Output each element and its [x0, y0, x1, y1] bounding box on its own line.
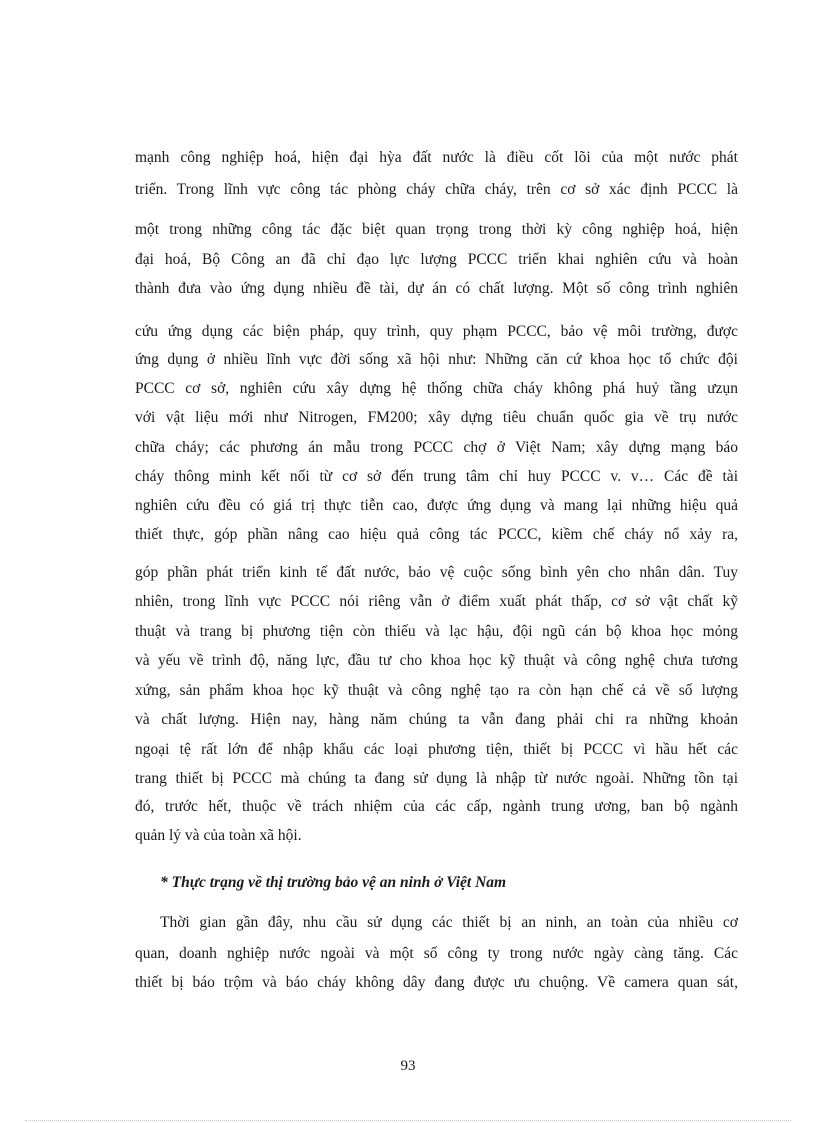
body-line: thiết bị báo trộm và báo cháy không dây đang được ưu chuộng. Về camera quan sát,	[135, 974, 738, 991]
body-line: mạnh công nghiệp hoá, hiện đại hỳa đất nước là điều cốt lõi của một nước phát	[135, 149, 738, 166]
body-line: thuật và trang bị phương tiện còn thiếu và lạc hậu, đội ngũ cán bộ khoa học mỏng	[135, 623, 738, 640]
body-line: nghiên cứu đều có giá trị thực tiễn cao, được ứng dụng và mang lại những hiệu quả	[135, 497, 738, 514]
body-line: thiết thực, góp phần nâng cao hiệu quả công tác PCCC, kiềm chế cháy nổ xảy ra,	[135, 526, 738, 543]
section-heading: * Thực trạng về thị trường bảo vệ an ninh ở Việt Nam	[160, 874, 507, 891]
body-line: với vật liệu mới như Nitrogen, FM200; xây dựng tiêu chuẩn quốc gia về trụ nước	[135, 409, 738, 426]
body-line: xứng, sản phẩm khoa học kỹ thuật và công nghệ tạo ra còn hạn chế cả về số lượng	[135, 682, 738, 699]
body-line: nhiên, trong lĩnh vực PCCC nói riêng vẫn ở điểm xuất phát thấp, cơ sở vật chất kỹ	[135, 593, 738, 610]
body-line: và yếu về trình độ, năng lực, đầu tư cho khoa học kỹ thuật và công nghệ chưa tương	[135, 652, 738, 669]
body-line: chữa cháy; các phương án mẫu trong PCCC chợ ở Việt Nam; xây dựng mạng báo	[135, 439, 738, 456]
body-line: Thời gian gần đây, nhu cầu sử dụng các thiết bị an ninh, an toàn của nhiều cơ	[160, 914, 738, 931]
body-line: ứng dụng ở nhiều lĩnh vực đời sống xã hội như: Những căn cứ khoa học tổ chức đội	[135, 351, 738, 368]
body-line: trang thiết bị PCCC mà chúng ta đang sử dụng là nhập từ nước ngoài. Những tồn tại	[135, 770, 738, 787]
body-line: thành đưa vào ứng dụng nhiều đề tài, dự án có chất lượng. Một số công trình nghiên	[135, 280, 738, 297]
body-line: một trong những công tác đặc biệt quan trọng trong thời kỳ công nghiệp hoá, hiện	[135, 221, 738, 238]
body-line: góp phần phát triển kinh tế đất nước, bảo vệ cuộc sống bình yên cho nhân dân. Tuy	[135, 564, 738, 581]
body-line: cứu ứng dụng các biện pháp, quy trình, quy phạm PCCC, bảo vệ môi trường, được	[135, 323, 738, 340]
body-line: đại hoá, Bộ Công an đã chỉ đạo lực lượng PCCC triển khai nghiên cứu và hoàn	[135, 251, 738, 268]
body-line: PCCC cơ sở, nghiên cứu xây dựng hệ thống chữa cháy không phá huỷ tầng ưzụn	[135, 380, 738, 397]
body-line: ngoại tệ rất lớn để nhập khẩu các loại phương tiện, thiết bị PCCC vì hầu hết các	[135, 741, 738, 758]
body-line: đó, trước hết, thuộc về trách nhiệm của các cấp, ngành trung ương, ban bộ ngành	[135, 798, 738, 815]
body-line: quản lý và của toàn xã hội.	[135, 827, 302, 844]
body-line: cháy thông minh kết nối từ cơ sở đến trung tâm chỉ huy PCCC v. v… Các đề tài	[135, 468, 738, 485]
footer-divider	[25, 1120, 791, 1121]
page-number: 93	[400, 1058, 416, 1074]
body-line: triển. Trong lĩnh vực công tác phòng cháy chữa cháy, trên cơ sở xác định PCCC là	[135, 181, 738, 198]
body-line: quan, doanh nghiệp nước ngoài và một số công ty trong nước ngày càng tăng. Các	[135, 945, 738, 962]
body-line: và chất lượng. Hiện nay, hàng năm chúng ta vẫn đang phải chi ra những khoản	[135, 711, 738, 728]
